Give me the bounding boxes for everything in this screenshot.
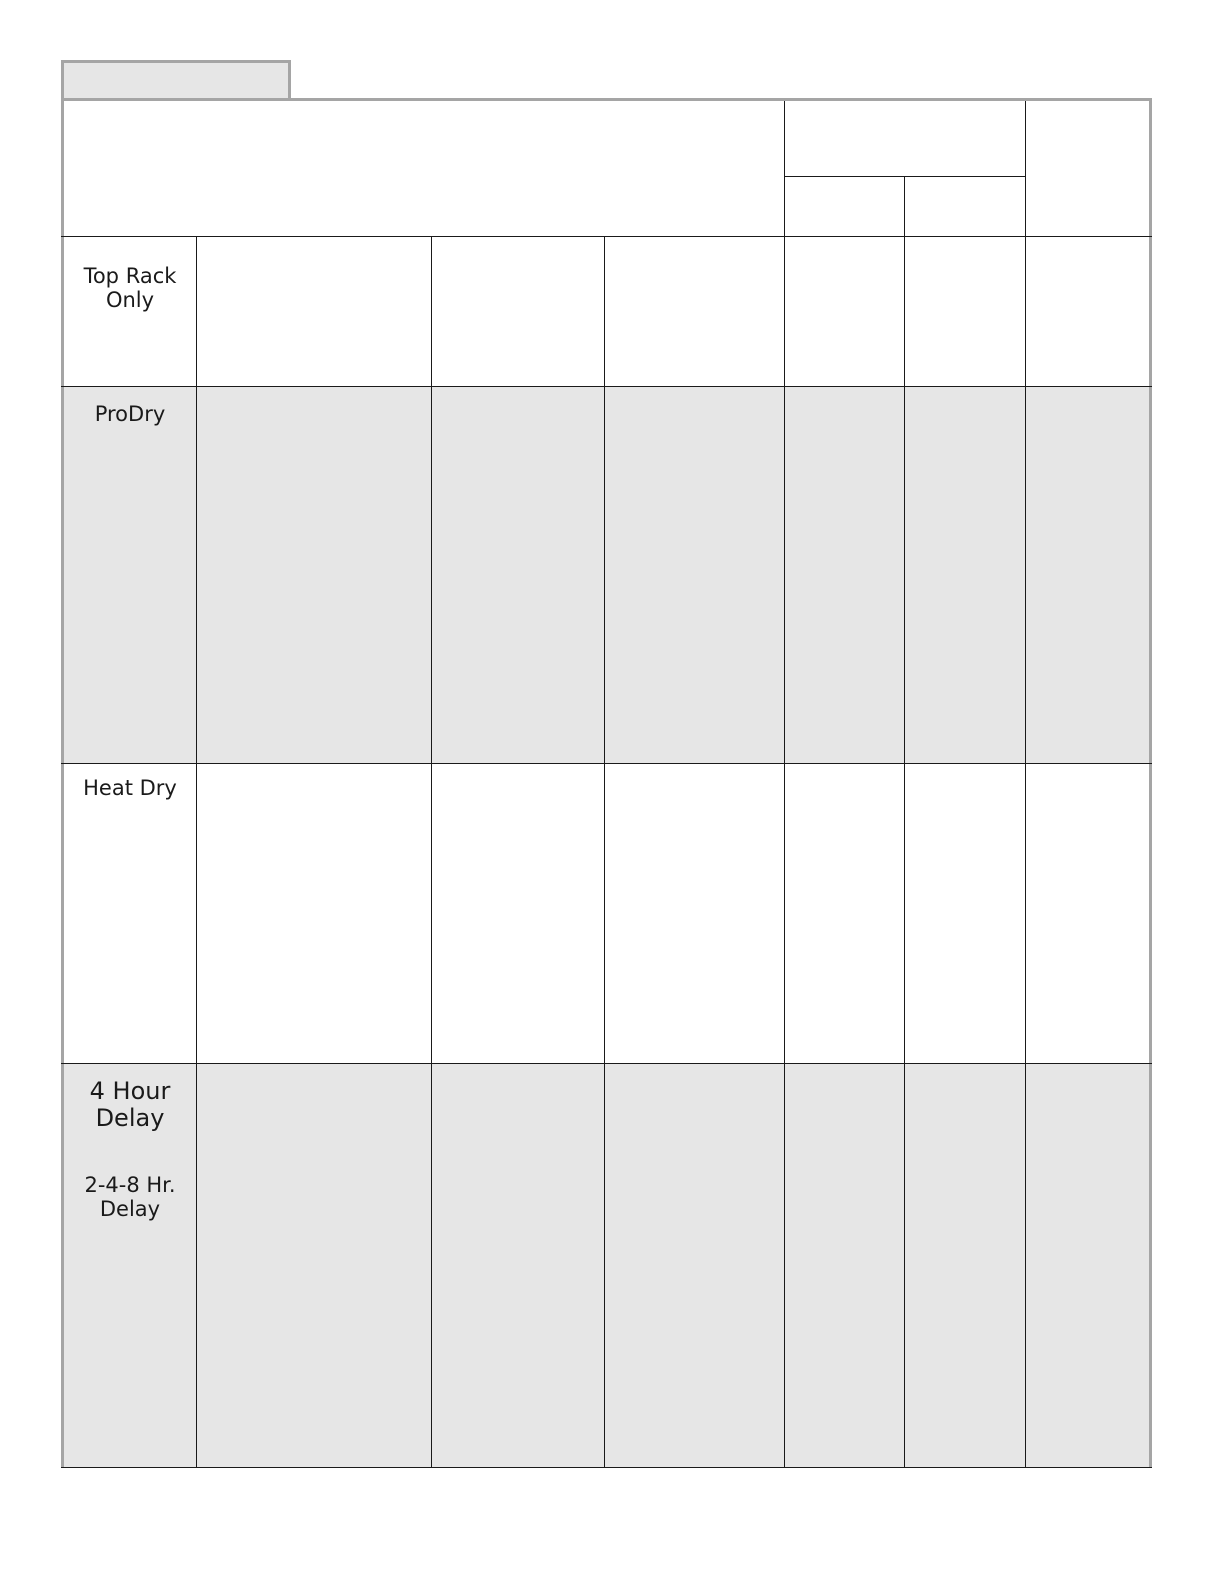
row-band-delay (64, 1064, 1149, 1468)
col-rule-2 (431, 236, 432, 1468)
col-rule-6 (1025, 101, 1026, 1468)
row-label-heat-dry: Heat Dry (83, 776, 177, 800)
row-rule-3 (61, 1063, 1152, 1064)
row-label-prodry: ProDry (94, 402, 166, 426)
col-rule-1 (196, 236, 197, 1468)
header-subdivider (785, 176, 1025, 177)
row-label-delay: 4 Hour Delay (89, 1077, 171, 1132)
col-rule-5 (904, 176, 905, 1468)
row-rule-1 (61, 386, 1152, 387)
section-tab (61, 60, 291, 98)
row-band-prodry (64, 387, 1149, 763)
table-bottom-rule (61, 1467, 1152, 1468)
header-bottom-rule (61, 236, 1152, 237)
col-rule-4 (784, 101, 785, 1468)
col-rule-3 (604, 236, 605, 1468)
row-rule-2 (61, 763, 1152, 764)
row-label-top-rack-only: Top Rack Only (83, 264, 177, 312)
row-sublabel-delay: 2-4-8 Hr. Delay (84, 1173, 176, 1221)
